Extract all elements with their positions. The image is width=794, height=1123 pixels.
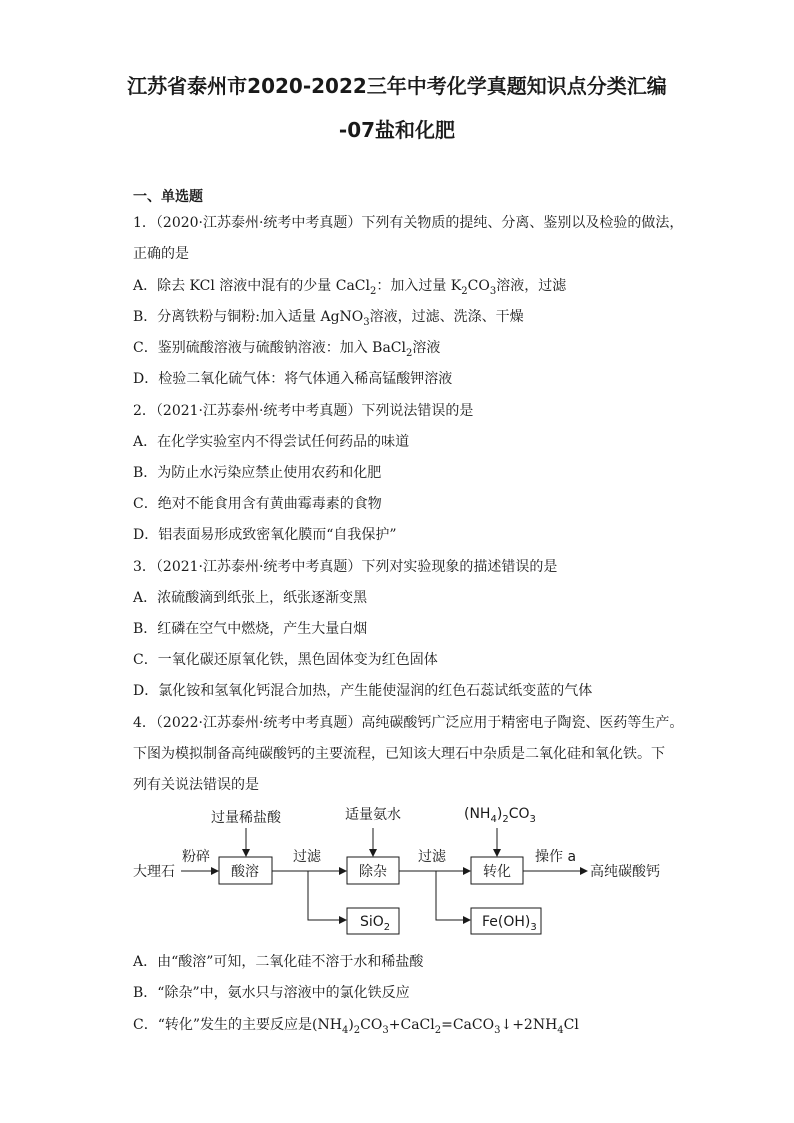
step-crush-label: 粉碎 (182, 849, 210, 865)
step-operation-a-label: 操作 a (535, 849, 577, 865)
q4-stem-line1: 4．（2022·江苏泰州·统考中考真题）高纯碳酸钙广泛应用于精密电子陶瓷、医药等生产。 (133, 715, 684, 731)
q2-option-a: A．在化学实验室内不得尝试任何药品的味道 (133, 434, 410, 450)
arrow-to-sio2 (308, 871, 346, 920)
q3-option-b: B．红磷在空气中燃烧，产生大量白烟 (133, 621, 368, 637)
q1-stem-line2: 正确的是 (133, 246, 189, 262)
section-heading: 一、单选题 (133, 189, 203, 205)
reagent-ammonia-label: 适量氨水 (345, 807, 401, 823)
paper-title-line1: 江苏省泰州市2020-2022三年中考化学真题知识点分类汇编 (127, 74, 667, 98)
reagent-ammonium-carbonate-label: $(NH_4)_2CO_3$ (464, 806, 536, 825)
paper-title-line2: -07盐和化肥 (338, 118, 456, 142)
q2-option-d: D．铝表面易形成致密氧化膜而“自我保护” (133, 527, 397, 543)
q2-stem: 2．（2021·江苏泰州·统考中考真题）下列说法错误的是 (133, 403, 474, 419)
box-impurity-removal-label: 除杂 (359, 864, 387, 880)
q1-stem-line1: 1．（2020·江苏泰州·统考中考真题）下列有关物质的提纯、分离、鉴别以及检验的做法， (133, 215, 684, 231)
q4-option-c: C．“转化”发生的主要反应是$(NH_4)_2CO_3+CaCl_2=CaCO_3↓+2NH_4Cl$ (133, 1017, 579, 1036)
q2-option-c: C．绝对不能食用含有黄曲霉毒素的食物 (133, 496, 382, 512)
q4-stem-line3: 列有关说法错误的是 (133, 777, 259, 793)
box-acid-dissolve-label: 酸溶 (231, 864, 259, 880)
q3-option-d: D．氯化铵和氢氧化钙混合加热，产生能使湿润的红色石蕊试纸变蓝的气体 (133, 683, 593, 699)
q3-option-c: C．一氧化碳还原氧化铁，黑色固体变为红色固体 (133, 652, 438, 668)
q1-option-b: B．分离铁粉与铜粉:加入适量 AgNO$_3$溶液，过滤、洗涤、干燥 (133, 309, 524, 328)
reagent-hcl-label: 过量稀盐酸 (211, 810, 281, 826)
q3-option-a: A．浓硫酸滴到纸张上，纸张逐渐变黑 (133, 590, 368, 606)
box-feoh3-label: $Fe(OH)_3$ (482, 914, 537, 933)
step-filter1-label: 过滤 (293, 849, 321, 865)
q4-option-b: B．“除杂”中，氨水只与溶液中的氯化铁反应 (133, 985, 410, 1001)
q4-stem-line2: 下图为模拟制备高纯碳酸钙的主要流程，已知该大理石中杂质是二氧化硅和氧化铁。下 (133, 746, 665, 762)
q2-option-b: B．为防止水污染应禁止使用农药和化肥 (133, 465, 382, 481)
q1-option-a: A．除去 KCl 溶液中混有的少量 CaCl$_2$：加入过量 $K_2CO_3$溶液，过滤 (133, 278, 567, 297)
process-flow-diagram (125, 798, 685, 943)
q4-option-a: A．由“酸溶”可知，二氧化硅不溶于水和稀盐酸 (133, 954, 424, 970)
arrow-to-feoh3 (436, 871, 470, 920)
q1-option-d: D．检验二氧化硫气体：将气体通入稀高锰酸钾溶液 (133, 371, 453, 387)
q1-option-c: C．鉴别硫酸溶液与硫酸钠溶液：加入 BaCl$_2$溶液 (133, 340, 441, 359)
box-conversion-label: 转化 (483, 864, 511, 880)
step-filter2-label: 过滤 (418, 849, 446, 865)
product-label: 高纯碳酸钙 (590, 864, 660, 880)
q3-stem: 3．（2021·江苏泰州·统考中考真题）下列对实验现象的描述错误的是 (133, 559, 558, 575)
box-sio2-label: SiO$_2$ (360, 914, 391, 933)
start-material-label: 大理石 (133, 864, 175, 880)
